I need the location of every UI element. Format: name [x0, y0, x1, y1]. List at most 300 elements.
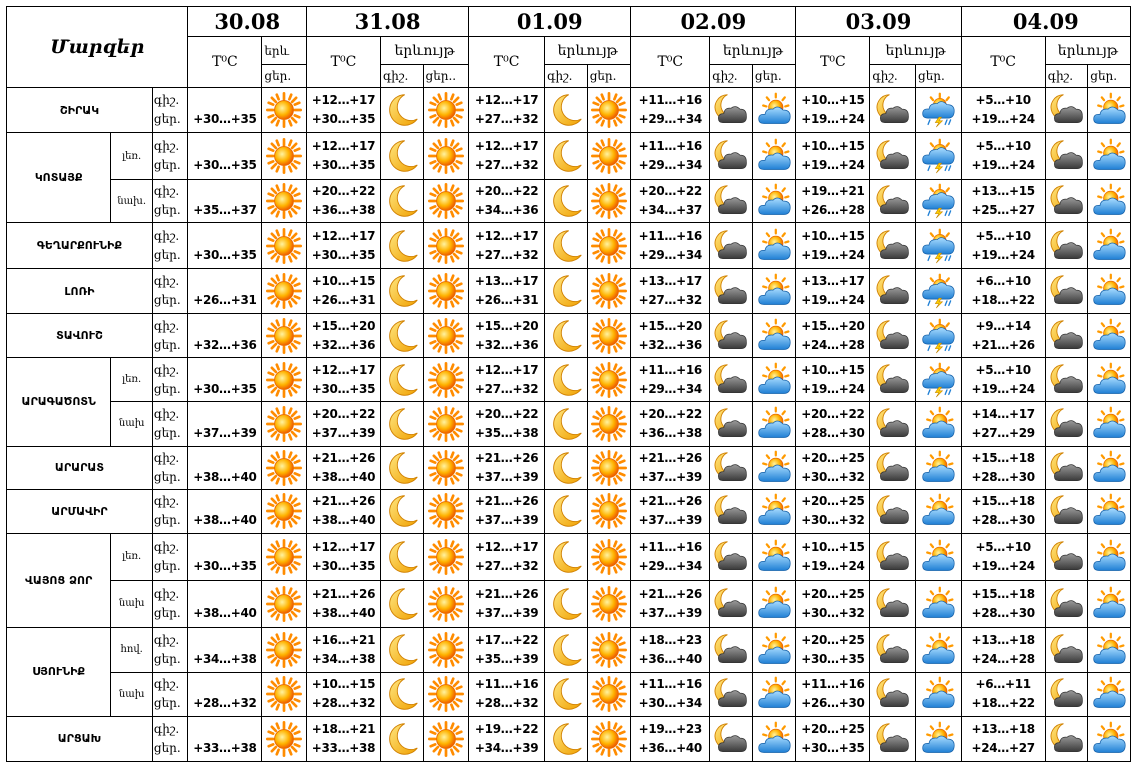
- night-temperature: +11…+16: [638, 139, 702, 154]
- night-temperature: +12…+17: [311, 362, 376, 377]
- sun-cloud-icon: [1091, 632, 1127, 668]
- temperature-cell: [796, 627, 870, 672]
- weather-icon-cell: [423, 133, 469, 180]
- weather-icon-cell: [1045, 580, 1088, 627]
- weather-icon-cell: [545, 533, 588, 580]
- sun-cloud-icon: [920, 539, 956, 575]
- weather-icon-cell: [710, 223, 753, 269]
- storm-icon: [920, 138, 956, 174]
- storm-icon: [920, 318, 956, 354]
- weather-icon-cell: [587, 446, 631, 489]
- day-temperature: +37…+39: [638, 469, 702, 484]
- day-temperature: +28…+32: [193, 696, 257, 711]
- temperature-cell: [306, 402, 380, 446]
- night-temperature: +14…+17: [971, 406, 1035, 421]
- night-temperature: +13…+17: [638, 274, 702, 289]
- night-temperature: +12…+17: [474, 228, 539, 243]
- day-temperature: +19…+24: [801, 381, 865, 396]
- region-name: ԱՐԱԳԱԾՈՏՆ: [7, 358, 111, 446]
- temperature-cell: [796, 133, 870, 180]
- day-subheader: ցեր.: [262, 65, 307, 88]
- weather-icon-cell: [710, 446, 753, 489]
- moon-cloud-icon: [1049, 228, 1085, 264]
- temperature-cell: [188, 314, 262, 358]
- moon-icon: [384, 318, 420, 354]
- moon-cloud-icon: [875, 138, 911, 174]
- night-temperature: +20…+25: [801, 632, 865, 647]
- table-row: [7, 533, 1131, 580]
- weather-icon-cell: [423, 716, 469, 761]
- day-temperature: +35…+37: [193, 203, 257, 218]
- weather-icon-cell: [870, 269, 916, 314]
- moon-cloud-icon: [875, 228, 911, 264]
- weather-icon-cell: [545, 672, 588, 716]
- subregion-label: լեռ.: [111, 358, 153, 402]
- moon-cloud-icon: [875, 318, 911, 354]
- day-temperature: +38…+40: [193, 469, 257, 484]
- weather-icon-cell: [870, 358, 916, 402]
- weather-icon-cell: [545, 358, 588, 402]
- day-temperature: +32…+36: [311, 337, 376, 352]
- temperature-cell: [631, 627, 710, 672]
- moon-cloud-icon: [713, 676, 749, 712]
- temperature-cell: [306, 672, 380, 716]
- weather-icon-cell: [710, 533, 753, 580]
- moon-icon: [548, 721, 584, 757]
- sun-cloud-icon: [756, 676, 792, 712]
- sun-icon: [591, 318, 627, 354]
- moon-cloud-icon: [875, 273, 911, 309]
- moon-cloud-icon: [1049, 676, 1085, 712]
- weather-icon-cell: [710, 716, 753, 761]
- day-label: ցեր.: [153, 696, 181, 711]
- weather-icon-cell: [545, 223, 588, 269]
- temperature-cell: [188, 180, 262, 223]
- weather-icon-cell: [587, 88, 631, 133]
- region-name: ՍՅՈՒՆԻՔ: [7, 627, 111, 716]
- day-temperature: +37…+39: [311, 425, 376, 440]
- weather-icon-cell: [545, 314, 588, 358]
- day-temperature: +19…+24: [971, 247, 1035, 262]
- night-temperature: +11…+16: [638, 539, 702, 554]
- sun-cloud-icon: [920, 721, 956, 757]
- temperature-cell: [961, 223, 1045, 269]
- time-of-day-labels: [152, 716, 188, 761]
- weather-icon-cell: [1088, 627, 1131, 672]
- weather-icon-cell: [423, 489, 469, 533]
- night-label: գիշ.: [153, 677, 180, 692]
- day-temperature: +38…+40: [193, 513, 257, 528]
- weather-icon-cell: [1088, 716, 1131, 761]
- weather-forecast-table: [6, 6, 1131, 762]
- moon-icon: [548, 632, 584, 668]
- weather-icon-cell: [1088, 489, 1131, 533]
- sun-icon: [266, 318, 302, 354]
- temperature-cell: [631, 223, 710, 269]
- day-temperature: +37…+39: [474, 469, 539, 484]
- weather-icon-cell: [710, 133, 753, 180]
- day-temperature: +38…+40: [311, 469, 376, 484]
- moon-icon: [548, 183, 584, 219]
- temperature-cell: [796, 489, 870, 533]
- sun-cloud-icon: [1091, 273, 1127, 309]
- sun-cloud-icon: [920, 632, 956, 668]
- time-of-day-labels: [152, 314, 188, 358]
- temperature-cell: [188, 446, 262, 489]
- night-temperature: +20…+22: [311, 406, 376, 421]
- temperature-cell: [188, 133, 262, 180]
- moon-cloud-icon: [1049, 721, 1085, 757]
- day-temperature: +30…+35: [193, 558, 257, 573]
- weather-icon-cell: [1045, 489, 1088, 533]
- temperature-cell: [796, 88, 870, 133]
- sun-icon: [428, 183, 464, 219]
- day-temperature: +32…+36: [638, 337, 702, 352]
- weather-icon-cell: [587, 180, 631, 223]
- sun-icon: [428, 493, 464, 529]
- sun-icon: [266, 450, 302, 486]
- day-temperature: +38…+40: [311, 513, 376, 528]
- weather-icon-cell: [1088, 223, 1131, 269]
- weather-icon-cell: [1088, 133, 1131, 180]
- day-temperature: +37…+39: [474, 513, 539, 528]
- weather-icon-cell: [1045, 716, 1088, 761]
- day-temperature: +35…+38: [474, 425, 539, 440]
- forecast-rows: [7, 88, 1131, 762]
- table-row: [7, 88, 1131, 133]
- time-of-day-labels: [152, 133, 188, 180]
- temperature-cell: [188, 269, 262, 314]
- phenomenon-column-header: երև: [262, 37, 307, 65]
- weather-icon-cell: [587, 314, 631, 358]
- weather-icon-cell: [545, 446, 588, 489]
- sun-cloud-icon: [920, 493, 956, 529]
- weather-icon-cell: [380, 223, 423, 269]
- weather-icon-cell: [380, 446, 423, 489]
- night-temperature: +18…+23: [638, 632, 702, 647]
- weather-icon-cell: [710, 489, 753, 533]
- moon-icon: [548, 318, 584, 354]
- phenomenon-column-header: երևույթ: [870, 37, 961, 65]
- weather-icon-cell: [380, 533, 423, 580]
- day-temperature: +26…+30: [801, 696, 865, 711]
- sun-cloud-icon: [920, 450, 956, 486]
- day-temperature: +37…+39: [474, 605, 539, 620]
- temperature-cell: [796, 269, 870, 314]
- moon-cloud-icon: [875, 406, 911, 442]
- day-temperature: +19…+24: [971, 158, 1035, 173]
- sun-icon: [428, 362, 464, 398]
- temperature-cell: [631, 269, 710, 314]
- weather-icon-cell: [545, 716, 588, 761]
- day-label: ցեր.: [153, 558, 181, 573]
- temperature-cell: [631, 716, 710, 761]
- night-temperature: +21…+26: [474, 494, 539, 509]
- day-temperature: +30…+34: [638, 696, 702, 711]
- temperature-cell: [961, 627, 1045, 672]
- temperature-cell: [961, 580, 1045, 627]
- sun-cloud-icon: [756, 586, 792, 622]
- weather-icon-cell: [916, 627, 962, 672]
- sun-icon: [266, 586, 302, 622]
- temp-column-header: T⁰C: [306, 37, 380, 88]
- sun-icon: [428, 138, 464, 174]
- weather-icon-cell: [587, 627, 631, 672]
- time-of-day-labels: [152, 223, 188, 269]
- temperature-cell: [796, 716, 870, 761]
- weather-icon-cell: [710, 627, 753, 672]
- weather-icon-cell: [752, 180, 796, 223]
- night-temperature: +11…+16: [638, 677, 702, 692]
- night-label: գիշ.: [153, 228, 180, 243]
- day-label: ցեր.: [153, 513, 181, 528]
- sun-cloud-icon: [1091, 539, 1127, 575]
- weather-icon-cell: [710, 314, 753, 358]
- day-label: ցեր.: [153, 203, 181, 218]
- night-temperature: +10…+15: [801, 362, 865, 377]
- moon-cloud-icon: [875, 183, 911, 219]
- moon-cloud-icon: [1049, 632, 1085, 668]
- night-temperature: +21…+26: [474, 586, 539, 601]
- temperature-cell: [469, 716, 545, 761]
- night-temperature: +5…+10: [975, 93, 1031, 108]
- moon-cloud-icon: [713, 318, 749, 354]
- temperature-cell: [188, 489, 262, 533]
- storm-icon: [920, 273, 956, 309]
- sun-cloud-icon: [1091, 228, 1127, 264]
- weather-icon-cell: [423, 446, 469, 489]
- temperature-cell: [796, 358, 870, 402]
- weather-icon-cell: [916, 489, 962, 533]
- sun-icon: [266, 138, 302, 174]
- weather-icon-cell: [380, 358, 423, 402]
- night-temperature: +10…+15: [801, 539, 865, 554]
- temperature-cell: [188, 358, 262, 402]
- night-subheader: գիշ.: [545, 65, 588, 88]
- night-temperature: +20…+25: [801, 721, 865, 736]
- storm-icon: [920, 362, 956, 398]
- moon-cloud-icon: [713, 183, 749, 219]
- moon-icon: [384, 676, 420, 712]
- day-temperature: +26…+31: [474, 293, 539, 308]
- weather-icon-cell: [587, 133, 631, 180]
- night-temperature: +18…+21: [311, 721, 376, 736]
- weather-icon-cell: [1045, 533, 1088, 580]
- moon-icon: [548, 586, 584, 622]
- day-temperature: +24…+28: [971, 651, 1035, 666]
- weather-icon-cell: [916, 88, 962, 133]
- day-temperature: +33…+38: [193, 740, 257, 755]
- night-temperature: +5…+10: [975, 139, 1031, 154]
- day-temperature: +27…+32: [474, 381, 539, 396]
- weather-icon-cell: [870, 88, 916, 133]
- night-temperature: +10…+15: [311, 274, 376, 289]
- weather-icon-cell: [545, 627, 588, 672]
- moon-cloud-icon: [713, 632, 749, 668]
- temperature-cell: [631, 180, 710, 223]
- day-label: ցեր.: [153, 605, 181, 620]
- day-temperature: +27…+32: [474, 558, 539, 573]
- moon-icon: [384, 632, 420, 668]
- phenomenon-column-header: երևույթ: [1045, 37, 1130, 65]
- night-temperature: +20…+22: [801, 406, 865, 421]
- sun-icon: [428, 676, 464, 712]
- weather-icon-cell: [380, 314, 423, 358]
- night-temperature: +12…+17: [311, 139, 376, 154]
- moon-icon: [384, 406, 420, 442]
- weather-icon-cell: [1088, 402, 1131, 446]
- temperature-cell: [961, 269, 1045, 314]
- moon-cloud-icon: [713, 228, 749, 264]
- sun-icon: [266, 362, 302, 398]
- day-label: ցեր.: [153, 740, 181, 755]
- time-of-day-labels: [152, 672, 188, 716]
- day-label: ցեր.: [153, 337, 181, 352]
- time-of-day-labels: [152, 533, 188, 580]
- moon-icon: [548, 92, 584, 128]
- sun-icon: [428, 586, 464, 622]
- subregion-label: նախ.: [111, 180, 153, 223]
- night-temperature: +13…+18: [971, 721, 1035, 736]
- moon-cloud-icon: [1049, 539, 1085, 575]
- weather-icon-cell: [916, 402, 962, 446]
- day-subheader: ցեր.: [1088, 65, 1131, 88]
- moon-cloud-icon: [1049, 138, 1085, 174]
- sun-icon: [428, 318, 464, 354]
- moon-icon: [384, 138, 420, 174]
- temp-column-header: T⁰C: [631, 37, 710, 88]
- weather-icon-cell: [262, 446, 307, 489]
- moon-cloud-icon: [713, 586, 749, 622]
- temperature-cell: [188, 533, 262, 580]
- sun-icon: [428, 450, 464, 486]
- moon-cloud-icon: [875, 450, 911, 486]
- sun-cloud-icon: [1091, 676, 1127, 712]
- weather-icon-cell: [262, 580, 307, 627]
- moon-icon: [384, 92, 420, 128]
- subregion-label: նախ: [111, 672, 153, 716]
- temperature-cell: [469, 402, 545, 446]
- weather-icon-cell: [423, 402, 469, 446]
- weather-icon-cell: [1045, 627, 1088, 672]
- weather-icon-cell: [1045, 223, 1088, 269]
- day-temperature: +30…+35: [801, 740, 865, 755]
- night-temperature: +12…+17: [474, 539, 539, 554]
- time-of-day-labels: [152, 180, 188, 223]
- date-header: 31.08: [306, 7, 468, 37]
- moon-cloud-icon: [875, 676, 911, 712]
- weather-icon-cell: [587, 533, 631, 580]
- weather-icon-cell: [380, 133, 423, 180]
- temperature-cell: [796, 446, 870, 489]
- temperature-cell: [631, 580, 710, 627]
- day-temperature: +30…+35: [193, 158, 257, 173]
- phenomenon-column-header: երևույթ: [545, 37, 631, 65]
- day-temperature: +26…+31: [193, 293, 257, 308]
- day-temperature: +36…+38: [638, 425, 702, 440]
- day-temperature: +35…+39: [474, 651, 539, 666]
- sun-cloud-icon: [1091, 318, 1127, 354]
- region-name: ԱՐՑԱԽ: [7, 716, 153, 761]
- temperature-cell: [796, 314, 870, 358]
- weather-icon-cell: [545, 580, 588, 627]
- sun-icon: [591, 721, 627, 757]
- weather-icon-cell: [916, 358, 962, 402]
- weather-icon-cell: [1088, 358, 1131, 402]
- temperature-cell: [631, 88, 710, 133]
- day-temperature: +37…+39: [638, 605, 702, 620]
- day-temperature: +19…+24: [801, 158, 865, 173]
- weather-icon-cell: [710, 580, 753, 627]
- temperature-cell: [469, 489, 545, 533]
- temperature-cell: [631, 446, 710, 489]
- sun-icon: [591, 493, 627, 529]
- date-header: 02.09: [631, 7, 796, 37]
- night-temperature: +20…+22: [638, 406, 702, 421]
- moon-cloud-icon: [1049, 362, 1085, 398]
- weather-icon-cell: [587, 269, 631, 314]
- night-label: գիշ.: [153, 539, 180, 554]
- temperature-cell: [631, 533, 710, 580]
- day-label: ցեր.: [153, 293, 181, 308]
- sun-cloud-icon: [756, 92, 792, 128]
- weather-icon-cell: [870, 180, 916, 223]
- temperature-cell: [469, 269, 545, 314]
- sun-icon: [428, 406, 464, 442]
- moon-icon: [548, 493, 584, 529]
- day-label: ցեր.: [153, 247, 181, 262]
- sun-icon: [428, 273, 464, 309]
- temperature-cell: [796, 533, 870, 580]
- night-temperature: +11…+16: [638, 362, 702, 377]
- weather-icon-cell: [380, 402, 423, 446]
- temperature-cell: [306, 223, 380, 269]
- temperature-cell: [961, 133, 1045, 180]
- moon-icon: [548, 539, 584, 575]
- temperature-cell: [469, 446, 545, 489]
- region-name: ԿՈՏԱՅՔ: [7, 133, 111, 223]
- weather-icon-cell: [752, 446, 796, 489]
- weather-icon-cell: [1045, 446, 1088, 489]
- day-temperature: +19…+24: [971, 558, 1035, 573]
- temperature-cell: [306, 314, 380, 358]
- sun-cloud-icon: [1091, 92, 1127, 128]
- sun-cloud-icon: [756, 406, 792, 442]
- night-temperature: +11…+16: [474, 677, 539, 692]
- day-temperature: +33…+38: [311, 740, 376, 755]
- moon-icon: [548, 138, 584, 174]
- weather-icon-cell: [916, 269, 962, 314]
- moon-cloud-icon: [713, 721, 749, 757]
- temperature-cell: [469, 180, 545, 223]
- day-temperature: +21…+26: [971, 337, 1035, 352]
- day-temperature: +28…+32: [474, 696, 539, 711]
- weather-icon-cell: [752, 88, 796, 133]
- weather-icon-cell: [916, 314, 962, 358]
- night-temperature: +20…+25: [801, 494, 865, 509]
- day-temperature: +28…+30: [971, 605, 1035, 620]
- day-temperature: +34…+39: [474, 740, 539, 755]
- weather-icon-cell: [710, 180, 753, 223]
- temperature-cell: [306, 446, 380, 489]
- weather-icon-cell: [1088, 580, 1131, 627]
- day-temperature: +30…+32: [801, 513, 865, 528]
- temperature-cell: [961, 402, 1045, 446]
- storm-icon: [920, 92, 956, 128]
- temperature-cell: [796, 580, 870, 627]
- day-temperature: +34…+37: [638, 203, 702, 218]
- table-row: [7, 223, 1131, 269]
